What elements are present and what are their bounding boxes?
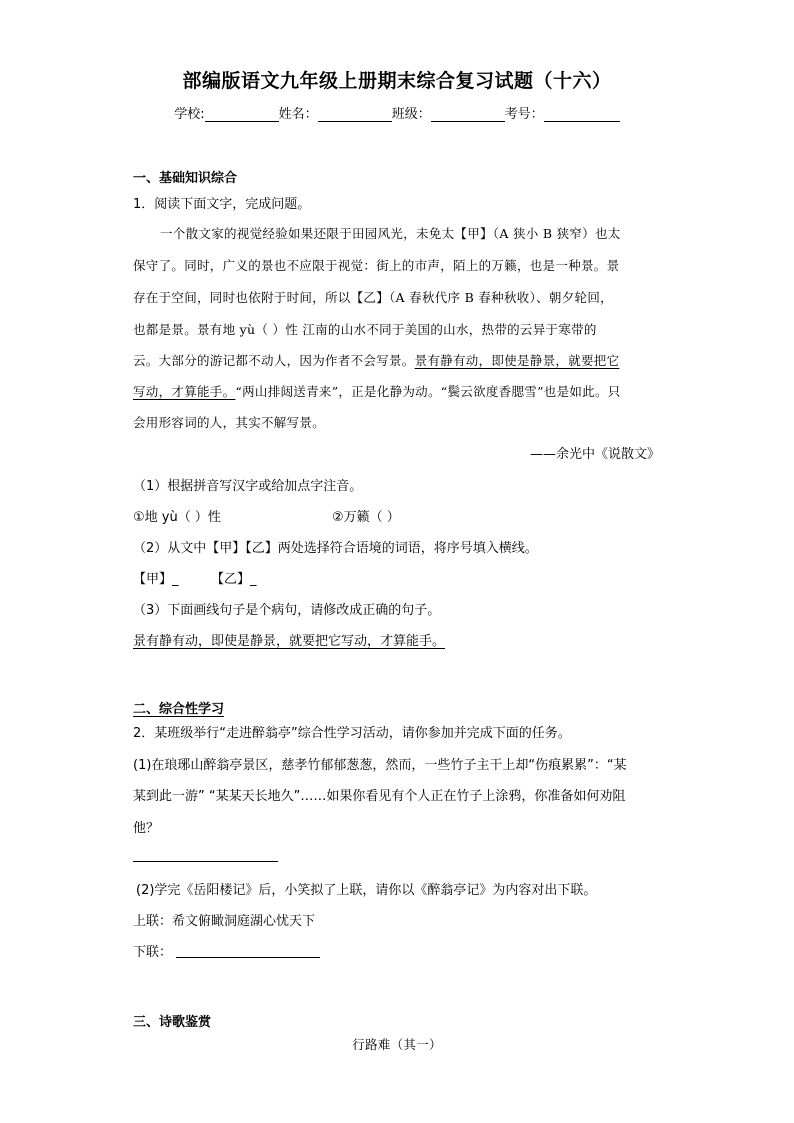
class-label: 班级： bbox=[391, 107, 431, 122]
question-2-part-1-line-3: 他？ bbox=[133, 821, 160, 836]
passage-line-5 bbox=[133, 351, 619, 369]
passage-line-1: 一个散文家的视觉经验如果还限于田园风光，未免太【甲】（A 狭小 B 狭窄）也太 bbox=[160, 226, 621, 241]
lower-couplet-label: 下联： bbox=[133, 945, 173, 960]
passage-line-4: 也都是景。景有地 yù（ ）性 江南的山水不同于美国的山水，热带的云异于寒带的 bbox=[133, 322, 597, 337]
upper-couplet: 上联：希文俯瞰洞庭湖心忧天下 bbox=[133, 914, 316, 929]
answer-line-part-1[interactable] bbox=[133, 861, 278, 862]
name-label: 姓名： bbox=[278, 107, 318, 122]
sub-question-2: （2）从文中【甲】【乙】两处选择符合语境的词语，将序号填入横线。 bbox=[133, 541, 538, 556]
underlined-sentence-part-1: 景有静有动，即使是静景，就要把它 bbox=[414, 353, 620, 368]
passage-line-2: 保守了。同时，广义的景也不应限于视觉：街上的市声，陌上的万籁，也是一种景。景 bbox=[133, 258, 620, 273]
question-2-part-2: (2)学完《岳阳楼记》后，小笑拟了上联，请你以《醉翁亭记》为内容对出下联。 bbox=[136, 883, 597, 898]
passage-text: “两山排闼送青来”，正是化静为动。“鬓云欲度香腮雪”也是如此。只 bbox=[235, 384, 621, 399]
poem-title: 行路难（其一） bbox=[352, 1037, 442, 1052]
exam-number-blank[interactable] bbox=[544, 108, 620, 122]
section-heading-3: 三、诗歌鉴赏 bbox=[133, 1015, 212, 1030]
answer-jia[interactable]: 【甲】_ bbox=[133, 572, 179, 587]
class-blank[interactable] bbox=[431, 108, 505, 122]
passage-line-7: 会用形容词的人，其实不解写景。 bbox=[133, 415, 326, 430]
passage-line-6 bbox=[133, 382, 621, 400]
name-blank[interactable] bbox=[318, 108, 392, 122]
question-1-intro: 1．阅读下面文字，完成问题。 bbox=[133, 197, 311, 212]
sub-question-1: （1）根据拼音写汉字或给加点字注音。 bbox=[133, 479, 363, 494]
sub-question-3: （3）下面画线句子是个病句，请修改成正确的句子。 bbox=[133, 603, 441, 618]
page-title: 部编版语文九年级上册期末综合复习试题（十六） bbox=[182, 70, 612, 92]
lower-couplet-answer-line[interactable] bbox=[176, 957, 320, 958]
underlined-sentence-part-2: 写动，才算能手。 bbox=[133, 384, 236, 399]
school-label: 学校: bbox=[174, 107, 205, 122]
section-heading-1: 一、基础知识综合 bbox=[133, 171, 238, 186]
question-2-intro: 2．某班级举行“走进醉翁亭”综合性学习活动，请你参加并完成下面的任务。 bbox=[133, 726, 571, 741]
section-heading-2: 二、综合性学习 bbox=[133, 702, 225, 717]
sub-question-1-a: ①地 yù（ ）性 bbox=[133, 510, 221, 525]
question-2-part-1-line-2: 某到此一游” “某某天长地久”……如果你看见有个人正在竹子上涂鸦，你准备如何劝阻 bbox=[133, 789, 626, 804]
student-info-row bbox=[0, 103, 794, 122]
passage-text: 云。大部分的游记都不动人，因为作者不会写景。 bbox=[133, 353, 415, 368]
school-blank[interactable] bbox=[205, 108, 279, 122]
passage-line-3: 存在于空间，同时也依附于时间，所以【乙】（A 春秋代序 B 春种秋收）、朝夕轮回， bbox=[133, 290, 613, 305]
underlined-faulty-sentence: 景有静有动，即使是静景，就要把它写动，才算能手。 bbox=[133, 634, 446, 649]
passage-source: ——余光中《说散文》 bbox=[529, 447, 660, 462]
question-2-part-1-line-1: (1)在琅琊山醉翁亭景区，慈孝竹郁郁葱葱，然而，一些竹子主干上却“伤痕累累”：“某 bbox=[133, 758, 627, 773]
answer-yi[interactable]: 【乙】_ bbox=[211, 572, 257, 587]
sub-question-1-b: ②万籁（ ） bbox=[332, 510, 400, 525]
exam-number-label: 考号： bbox=[504, 107, 544, 122]
